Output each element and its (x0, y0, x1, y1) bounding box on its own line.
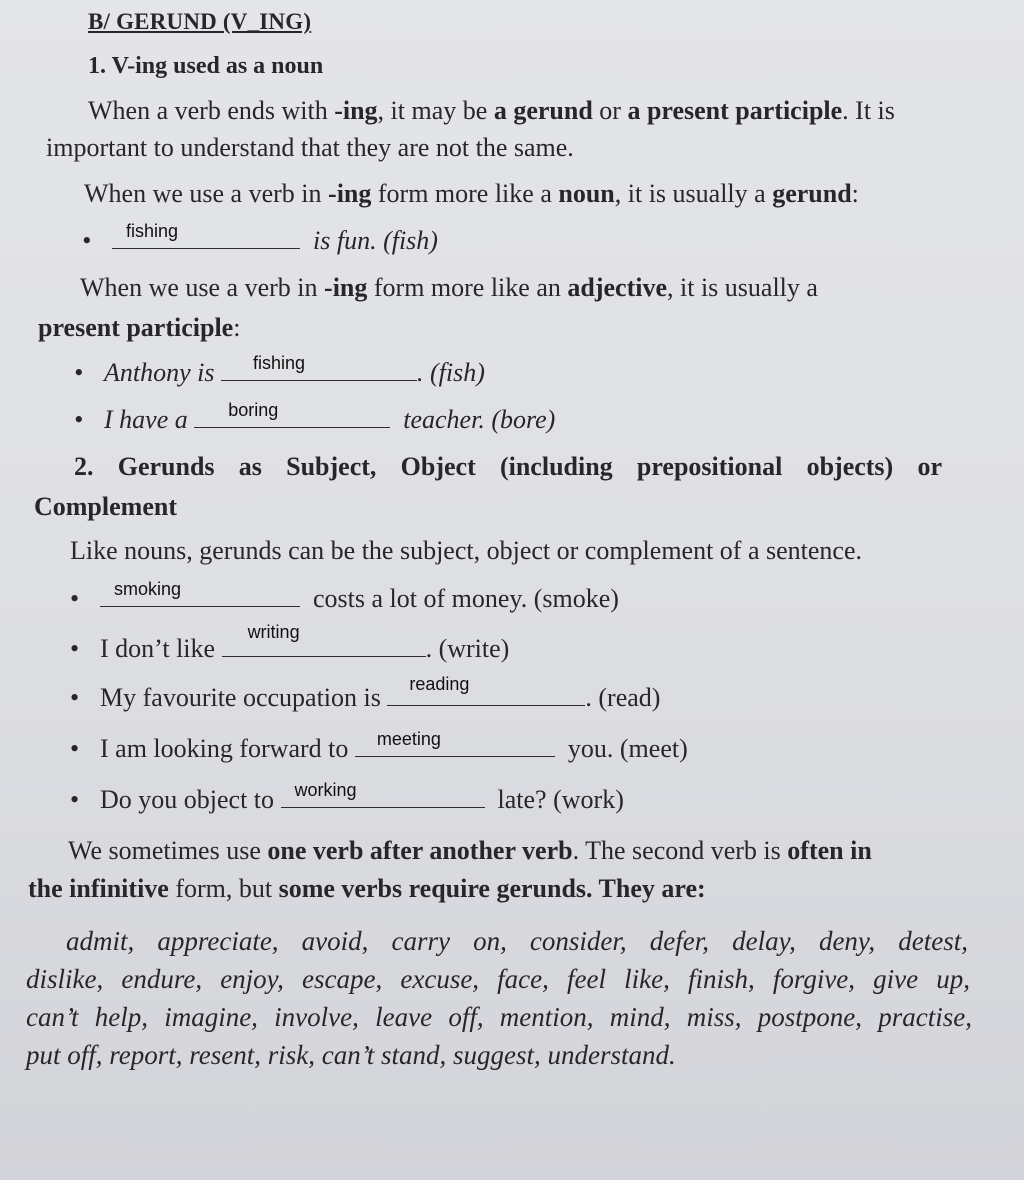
answer-blank (194, 400, 390, 428)
answer-blank (112, 221, 300, 249)
example-working: • Do you object to working late? (work) (70, 784, 1024, 816)
bullet: • (70, 734, 80, 763)
answer-text: writing (247, 622, 300, 642)
example-writing: • I don’t like writing . (write) (70, 633, 1024, 665)
answer-text: boring (228, 400, 279, 420)
example-reading: • My favourite occupation is reading . (read) (70, 682, 1024, 714)
verb-list-line-4: put off, report, resent, risk, can’t stand, suggest, understand. (26, 1040, 676, 1070)
answer-blank (355, 729, 555, 757)
subsection-2-title: 2. Gerunds as Subject, Object (including prepositional objects) or (74, 452, 942, 481)
answer-text: meeting (376, 729, 441, 749)
example-anthony: • Anthony is fishing . (fish) (74, 357, 1024, 389)
answer-text: smoking (114, 579, 182, 599)
adjective-rule: When we use a verb in -ing form more like an adjective, it is usually a (80, 273, 818, 302)
answer-blank (281, 780, 485, 808)
answer-blank (387, 674, 585, 706)
answer-blank (221, 353, 417, 381)
answer-blank (100, 579, 300, 607)
verb-list-line-1: admit, appreciate, avoid, carry on, consider, defer, delay, deny, detest, (66, 926, 968, 956)
bullet: • (70, 634, 80, 663)
answer-text: fishing (126, 221, 179, 241)
gerund-intro: Like nouns, gerunds can be the subject, object or complement of a sentence. (70, 536, 863, 565)
verb-rule-line-1: We sometimes use one verb after another verb. The second verb is often in (68, 836, 872, 865)
verb-list-line-3: can’t help, imagine, involve, leave off, mention, mind, miss, postpone, practise, (26, 1002, 972, 1032)
subsection-2-title-line-2: Complement (34, 492, 177, 521)
bullet: • (70, 584, 80, 613)
adjective-rule-line-2: present participle: (38, 313, 241, 342)
example-fish: • fishing is fun. (fish) (82, 225, 1024, 257)
intro-line-2: important to understand that they are not the same. (46, 133, 574, 162)
answer-blank (222, 622, 426, 657)
bullet: • (70, 785, 80, 814)
example-meeting: • I am looking forward to meeting you. (meet) (70, 733, 1024, 765)
noun-rule: When we use a verb in -ing form more like a noun, it is usually a gerund: (84, 179, 859, 208)
intro-line-1: When a verb ends with -ing, it may be a gerund or a present participle. It is (88, 96, 895, 125)
bullet: • (74, 358, 84, 387)
verb-rule-line-2: the infinitive form, but some verbs require gerunds. They are: (28, 874, 706, 903)
subsection-1-title: 1. V-ing used as a noun (88, 53, 324, 79)
answer-text: fishing (253, 353, 306, 373)
section-heading: B/ GERUND (V_ING) (88, 9, 312, 34)
example-smoking: • smoking costs a lot of money. (smoke) (70, 583, 1024, 615)
answer-text: reading (409, 674, 470, 694)
example-bore: • I have a boring teacher. (bore) (74, 404, 1024, 436)
answer-text: working (294, 780, 357, 800)
bullet: • (70, 683, 80, 712)
verb-list-line-2: dislike, endure, enjoy, escape, excuse, face, feel like, finish, forgive, give up, (26, 964, 970, 994)
bullet: • (82, 226, 92, 255)
bullet: • (74, 405, 84, 434)
